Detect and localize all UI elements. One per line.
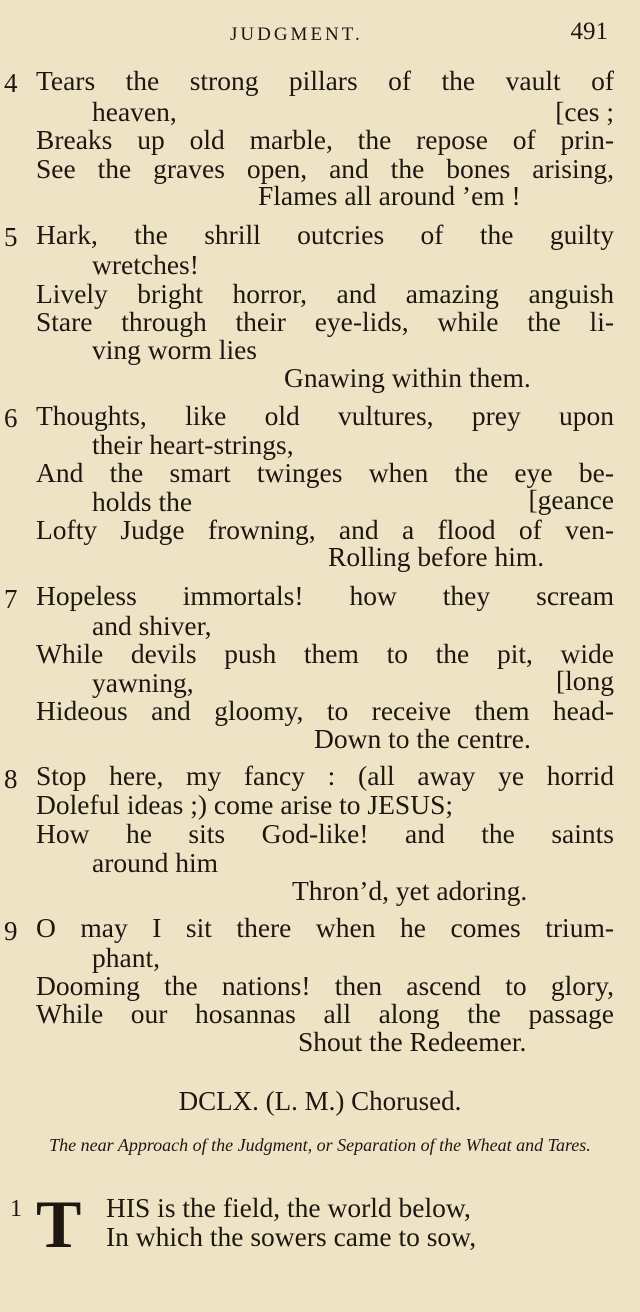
verse-line: [geance [528, 484, 614, 515]
verse-line: Hopeless immortals! how they scream [36, 580, 614, 611]
drop-cap: T [36, 1186, 82, 1262]
verse-line: Flames all around ’em ! [258, 180, 521, 211]
verse-line: O may I sit there when he comes trium- [36, 912, 614, 943]
verse-line: Thoughts, like old vultures, prey upon [36, 400, 614, 431]
verse-line: In which the sowers came to sow, [106, 1221, 477, 1252]
verse-line: Hideous and gloomy, to receive them head- [36, 695, 614, 726]
verse-line: Tears the strong pillars of the vault of [36, 65, 614, 96]
verse-line: While our hosannas all along the passage [36, 998, 614, 1029]
verse-number: 5 [4, 222, 18, 252]
verse-line: Dooming the nations! then ascend to glory, [36, 970, 614, 1001]
verse-number: 4 [4, 68, 18, 98]
verse-line: phant, [92, 942, 160, 973]
verse-line: and shiver, [92, 610, 212, 641]
verse-line: holds the [92, 486, 193, 517]
verse-line: While devils push them to the pit, wide [36, 638, 614, 669]
verse-line: Breaks up old marble, the repose of prin- [36, 124, 614, 155]
verse-line: Lively bright horror, and amazing anguish [36, 278, 614, 309]
verse-line: their heart-strings, [92, 429, 294, 460]
verse-line: Stare through their eye-lids, while the li- [36, 306, 614, 337]
verse-line: Rolling before him. [328, 541, 545, 572]
verse-number: 9 [4, 916, 18, 946]
verse-line: HIS is the field, the world below, [106, 1192, 471, 1223]
verse-line: Hark, the shrill outcries of the guilty [36, 219, 614, 250]
verse-line: around him [92, 847, 219, 878]
verse-line: See the graves open, and the bones arising, [36, 153, 614, 184]
verse-number: 1 [10, 1196, 22, 1222]
verse-number: 6 [4, 403, 18, 433]
verse-line: heaven, [92, 96, 177, 127]
verse-line: [ces ; [555, 96, 614, 127]
page-number: 491 [570, 18, 608, 45]
verse-line: Stop here, my fancy : (all away ye horrid [36, 760, 614, 791]
hymn-subtitle: The near Approach of the Judgment, or Separation of the Wheat and Tares. [49, 1135, 591, 1155]
verse-line: Down to the centre. [314, 723, 531, 754]
verse-line: Shout the Redeemer. [298, 1026, 527, 1057]
verse-line: Gnawing within them. [284, 362, 531, 393]
verse-line: How he sits God-like! and the saints [36, 818, 614, 849]
verse-line: [long [555, 665, 614, 696]
verse-number: 7 [4, 584, 18, 614]
running-header [0, 14, 640, 48]
verse-line: wretches! [92, 249, 199, 280]
verse-line: yawning, [92, 667, 194, 698]
header-title: JUDGMENT. [230, 24, 363, 45]
hymn-heading: DCLX. (L. M.) Chorused. [178, 1086, 462, 1116]
verse-line: ving worm lies [92, 334, 257, 365]
verse-line: Doleful ideas ;) come arise to JESUS; [36, 789, 453, 820]
verse-line: And the smart twinges when the eye be- [36, 457, 614, 488]
verse-line: Thron’d, yet adoring. [292, 875, 528, 906]
verse-line: Lofty Judge frowning, and a flood of ven- [36, 514, 614, 545]
verse-number: 8 [4, 764, 18, 794]
